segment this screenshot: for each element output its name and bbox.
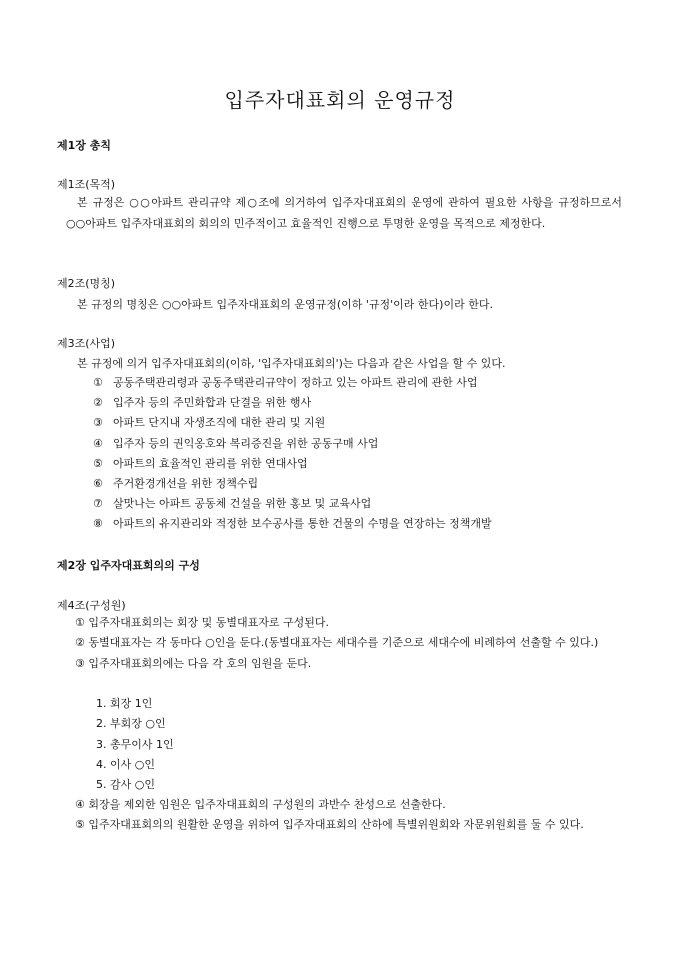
list-item: 2. 부회장 ○인 <box>96 717 166 731</box>
list-item: ② 입주자 등의 주민화합과 단결을 위한 행사 <box>93 396 312 410</box>
article-heading: 제3조(사업) <box>57 337 116 350</box>
list-item: 3. 총무이사 1인 <box>96 737 174 751</box>
list-item: ⑧ 아파트의 유지관리와 적정한 보수공사를 통한 건물의 수명을 연장하는 정책개발 <box>93 517 492 531</box>
document-title: 입주자대표회의 운영규정 <box>224 88 456 112</box>
business-list <box>93 373 492 535</box>
article-body: 본 규정의 명칭은 ○○아파트 입주자대표회의 운영규정(이하 '규정'이라 한다)이라 한다. <box>77 298 493 311</box>
list-item: 4. 이사 ○인 <box>96 757 155 771</box>
list-item: ③ 아파트 단지내 자생조직에 대한 관리 및 지원 <box>93 416 326 430</box>
list-item: ⑤ 아파트의 효율적인 관리를 위한 연대사업 <box>93 456 308 470</box>
chapter-heading: 제2장 입주자대표회의의 구성 <box>57 559 200 572</box>
list-item: 5. 감사 ○인 <box>96 778 155 792</box>
list-item: ④ 회장을 제외한 임원은 입주자대표회의 구성원의 과반수 찬성으로 선출한다. <box>75 798 446 811</box>
list-item: ① 입주자대표회의는 회장 및 동별대표자로 구성된다. <box>75 616 330 629</box>
article-body: 본 규정은 ○○아파트 관리규약 제○조에 의거하여 입주자대표회의 운영에 관하여 필요한 사항을 규정하므로서 ○○아파트 입주자대표회의 회의의 민주적이고 효율적인 진행으로 투명한 운영을 목적으로 제정한다. <box>66 196 622 230</box>
article-heading: 제1조(목적) <box>57 178 116 191</box>
list-item: ⑦ 살맛나는 아파트 공동체 건설을 위한 홍보 및 교육사업 <box>93 497 372 511</box>
officers-list <box>96 694 174 795</box>
article-heading: 제4조(구성원) <box>57 599 126 612</box>
list-item: ① 공동주택관리령과 공동주택관리규약이 정하고 있는 아파트 관리에 관한 사업 <box>93 376 478 389</box>
article-heading: 제2조(명칭) <box>57 277 116 290</box>
article-body: 본 규정에 의거 입주자대표회의(이하, '입주자대표회의')는 다음과 같은 사업을 할 수 있다. <box>77 357 506 370</box>
list-item: ⑤ 입주자대표회의의 원활한 운영을 위하여 입주자대표회의 산하에 특별위원회와 자문위원회를 둘 수 있다. <box>75 818 584 832</box>
list-item: 1. 회장 1인 <box>96 697 153 710</box>
list-item: ⑥ 주거환경개선을 위한 정책수립 <box>93 476 259 490</box>
members-list <box>75 613 623 674</box>
list-item: ④ 입주자 등의 권익옹호와 복리증진을 위한 공동구매 사업 <box>93 436 379 450</box>
chapter-heading: 제1장 총칙 <box>57 139 111 152</box>
list-item: ② 동별대표자는 각 동마다 ○인을 둔다.(동별대표자는 세대수를 기준으로 세대수에 비례하여 선출할 수 있다.) <box>75 636 599 650</box>
members-list <box>75 795 623 836</box>
list-item: ③ 입주자대표회의에는 다음 각 호의 임원을 둔다. <box>75 656 312 670</box>
